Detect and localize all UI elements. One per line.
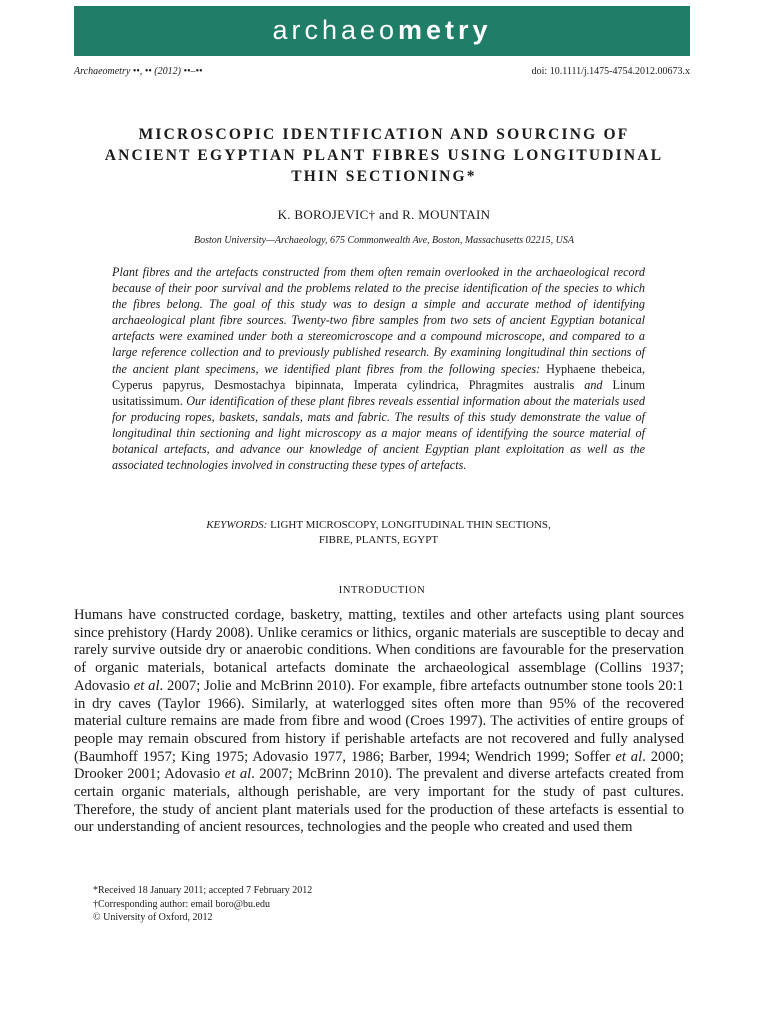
- keywords: [112, 518, 645, 548]
- title-line-3: THIN SECTIONING*: [291, 168, 477, 185]
- running-head: [74, 66, 690, 77]
- species-1: Hyphaene thebeica,: [546, 361, 645, 376]
- species-3: Linum usitatissimum.: [112, 377, 646, 408]
- journal-logo: [272, 14, 492, 45]
- footnotes: [93, 884, 312, 925]
- journal-banner: [74, 6, 690, 56]
- et-al-3: et al: [224, 766, 252, 783]
- abstract-part-2: Our identification of these plant fibres reveals essential information about the materials used for producing ropes, baskets, sandals, mats and fabric. The results of this study demonstrate the value of longitudinal thin sectioning and light microscopy as a major means of identifying the source material of botanical artefacts, and advance our knowledge of ancient Egyptian plant exploitation as well as the associated technologies involved in constructing these types of artefacts.: [112, 393, 646, 473]
- et-al-2: et al: [615, 748, 643, 765]
- species-conj: and: [584, 377, 603, 392]
- body-segment-3: . 2000; Drooker 2001; Adovasio: [74, 748, 684, 783]
- authors: K. BOROJEVIC† and R. MOUNTAIN: [277, 207, 491, 222]
- keywords-line-1: LIGHT MICROSCOPY, LONGITUDINAL THIN SECTIONS,: [270, 519, 551, 531]
- body-segment-4: . 2007; McBrinn 2010). The prevalent and diverse artefacts created from certain organic materials, although perishable, are very important for the study of past cultures. Therefore, the study of ancient plant materials used for the production of these artefacts is essential to our understanding of ancient resources, technologies and the people who created and used them: [74, 766, 684, 836]
- journal-citation: Archaeometry ••, •• (2012) ••–••: [74, 66, 203, 77]
- journal-logo-bold: metry: [398, 14, 492, 45]
- et-al-1: et al: [133, 677, 160, 694]
- section-heading-introduction: INTRODUCTION: [338, 585, 426, 596]
- body-segment-1: Humans have constructed cordage, basketry, matting, textiles and other artefacts using plant sources since prehistory (Hardy 2008). Unlike ceramics or lithics, organic materials are susceptible to decay and rarely survive outside dry or anaerobic conditions. When conditions are favourable for the preservation of organic materials, botanical artefacts dominate the archaeological assemblage (Collins 1937; Adovasio: [74, 607, 684, 694]
- abstract: [112, 264, 645, 473]
- doi: doi: 10.1111/j.1475-4754.2012.00673.x: [531, 66, 690, 77]
- footnote-copyright: © University of Oxford, 2012: [93, 912, 213, 923]
- keywords-label: KEYWORDS:: [206, 519, 268, 531]
- affiliation: Boston University—Archaeology, 675 Commonwealth Ave, Boston, Massachusetts 02215, USA: [194, 235, 574, 246]
- abstract-part-1: Plant fibres and the artefacts constructed from them often remain overlooked in the archaeological record because of their poor survival and the problems related to the precise identification of the species to which the fibres belong. The goal of this study was to design a simple and accurate method of identifying archaeological plant fibre sources. Twenty-two fibre samples from two sets of ancient Egyptian botanical artefacts were examined under both a stereomicroscope and a compound microscope, and compared to a large reference collection and to previously published research. By examining longitudinal thin sections of the ancient plant specimens, we identified plant fibres from the following species:: [112, 265, 645, 376]
- introduction-paragraph: [74, 607, 684, 837]
- journal-logo-light: archaeo: [272, 14, 399, 45]
- footnote-received: *Received 18 January 2011; accepted 7 February 2012: [93, 885, 313, 896]
- body-segment-2: . 2007; Jolie and McBrinn 2010). For example, fibre artefacts outnumber stone tools 20:1 in dry caves (Taylor 1966). Similarly, at waterlogged sites often more than 95% of the recovered material culture remains are made from fibre and wood (Croes 1997). The activities of entire groups of people may remain obscured from history if perishable artefacts are not recovered and fully analysed (Baumhoff 1957; King 1975; Adovasio 1977, 1986; Barber, 1994; Wendrich 1999; Soffer: [74, 677, 684, 765]
- footnote-corresponding: †Corresponding author: email boro@bu.edu: [93, 898, 270, 910]
- title-line-1: MICROSCOPIC IDENTIFICATION AND SOURCING OF: [138, 126, 630, 143]
- keywords-line-2: FIBRE, PLANTS, EGYPT: [318, 534, 439, 546]
- species-2: Cyperus papyrus, Desmostachya bipinnata, Imperata cylindrica, Phragmites australis: [112, 377, 575, 392]
- paper-title: [70, 124, 698, 187]
- title-line-2: ANCIENT EGYPTIAN PLANT FIBRES USING LONGITUDINAL: [104, 147, 664, 164]
